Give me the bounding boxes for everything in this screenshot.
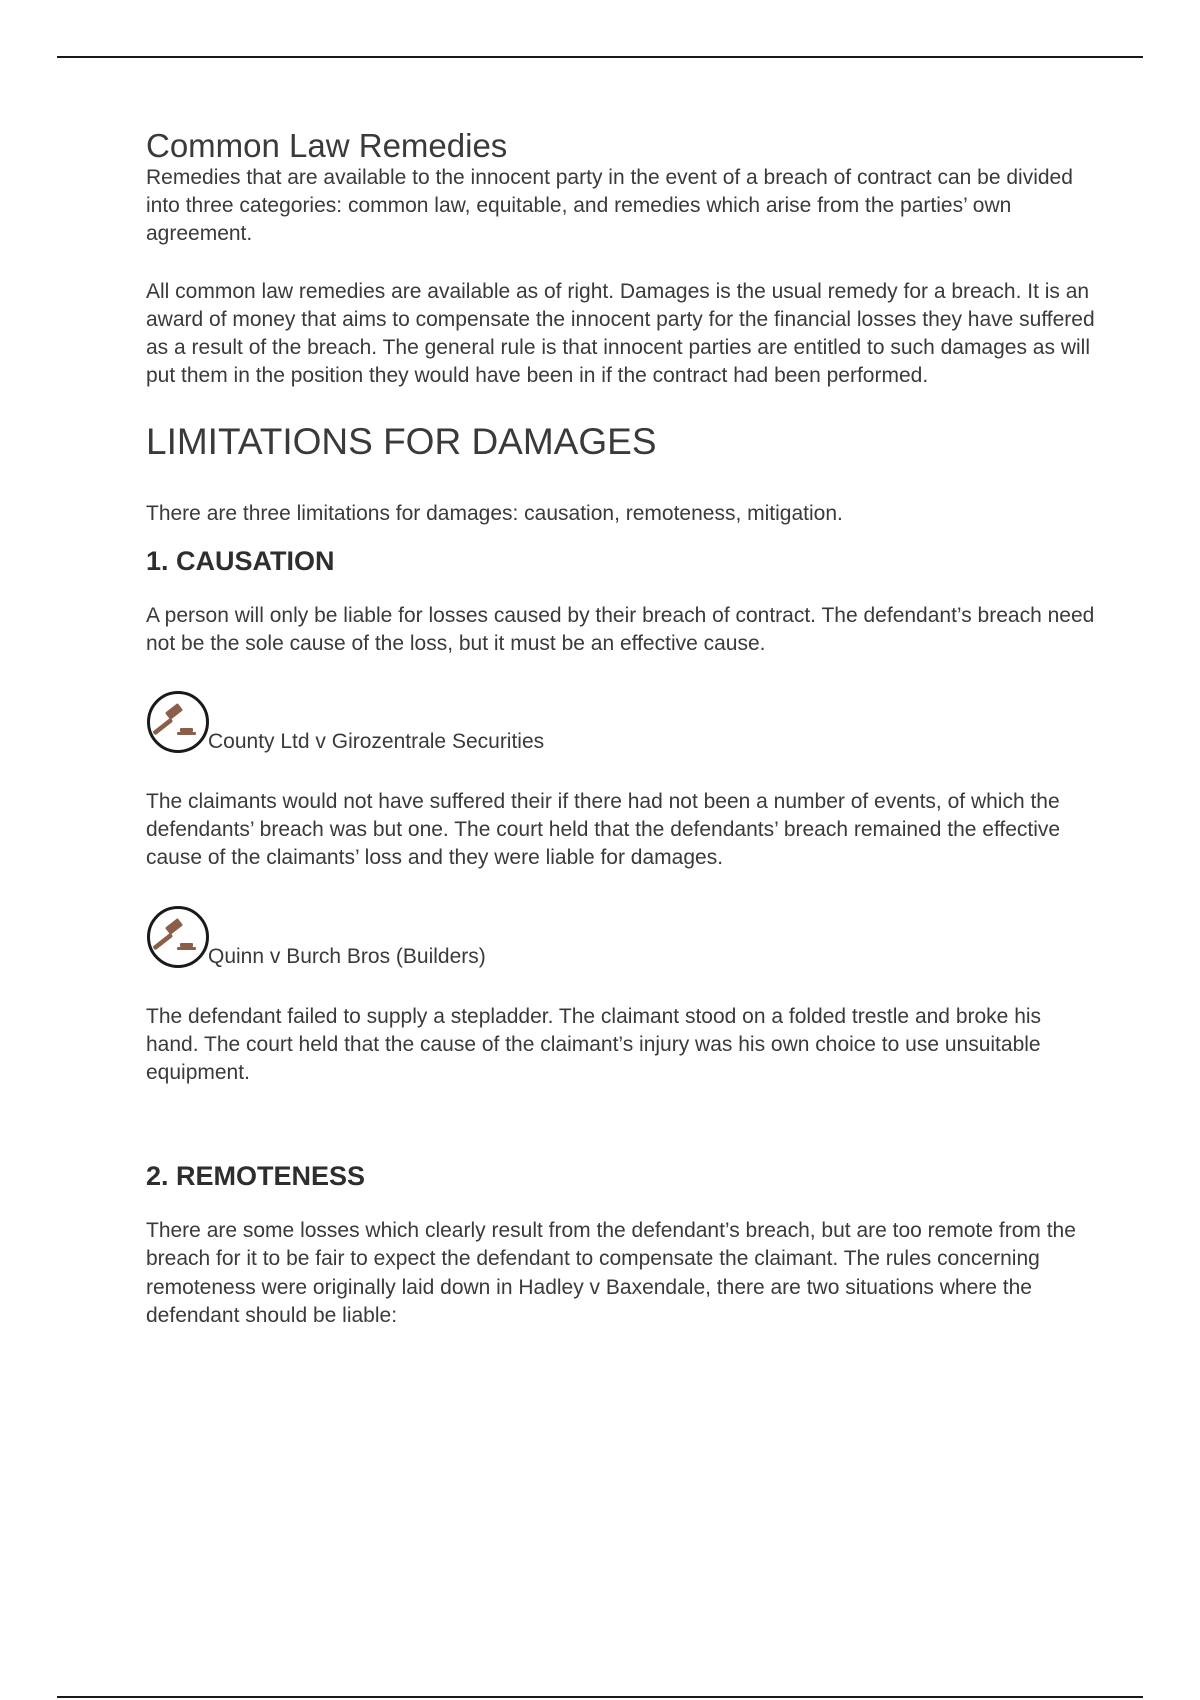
causation-paragraph: A person will only be liable for losses caused by their breach of contract. The defendant’s breach need not be the sole cause of the loss, but it must be an effective cause. — [146, 603, 1095, 655]
gavel-icon — [146, 690, 210, 754]
remoteness-heading: 2. REMOTENESS — [146, 1161, 366, 1192]
damages-paragraph: All common law remedies are available as of right. Damages is the usual remedy for a breach. It is an award of money that aims to compensate the innocent party for the financial losses they have suffered as a result of the breach. The general rule is that innocent parties are entitled to such damages as will put them in the position they would have been in if the contract had been performed. — [146, 279, 1095, 388]
case-summary: The defendant failed to supply a stepladder. The claimant stood on a folded trestle and broke his hand. The court held that the cause of the claimant’s injury was his own choice to use unsuitable equipment. — [146, 1004, 1042, 1085]
gavel-icon — [146, 905, 210, 969]
case-citation — [146, 901, 1096, 969]
limitations-heading: LIMITATIONS FOR DAMAGES — [146, 421, 657, 463]
limitations-summary: There are three limitations for damages: causation, remoteness, mitigation. — [146, 502, 843, 526]
page-bottom-rule — [57, 1696, 1143, 1698]
case-name: County Ltd v Girozentrale Securities — [208, 730, 545, 754]
page-top-rule — [57, 56, 1143, 58]
causation-heading: 1. CAUSATION — [146, 545, 335, 576]
document-body — [146, 128, 1096, 1330]
case-name: Quinn v Burch Bros (Builders) — [208, 944, 486, 968]
case-summary: The claimants would not have suffered their if there had not been a number of events, of which the defendants’ breach was but one. The court held that the defendants’ breach remained the effective cause of the claimants’ loss and they were liable for damages. — [146, 790, 1061, 870]
page-title: Common Law Remedies — [146, 127, 508, 164]
remoteness-paragraph: There are some losses which clearly result from the defendant’s breach, but are too remote from the breach for it to be fair to expect the defendant to compensate the claimant. The rules concerning remoteness were originally laid down in Hadley v Baxendale, there are two situations where the defendant should be liable: — [146, 1219, 1076, 1327]
intro-paragraph: Remedies that are available to the innocent party in the event of a breach of contract can be divided into three categories: common law, equitable, and remedies which arise from the parties’ own agreement. — [146, 166, 1073, 246]
case-citation — [146, 686, 1096, 754]
